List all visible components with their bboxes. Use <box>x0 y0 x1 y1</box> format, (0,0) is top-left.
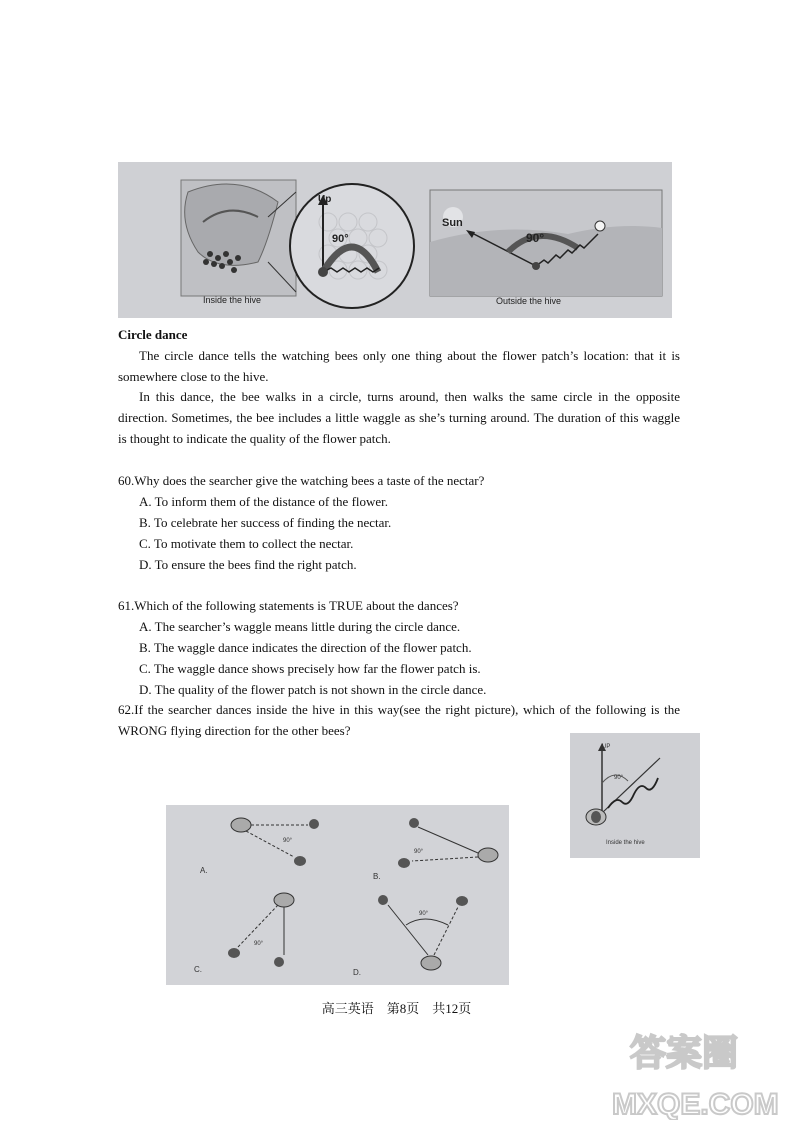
option-c-letter: C. <box>194 965 202 974</box>
option-d-angle: 90° <box>419 911 429 917</box>
outside-hive-label: Outside the hive <box>496 296 562 306</box>
bee-dance-illustration <box>118 162 672 318</box>
section-title: Circle dance <box>118 327 188 342</box>
q61-option-b: B. The waggle dance indicates the direction of the flower patch. <box>139 640 472 655</box>
watermark-top: 答案圈 <box>630 1032 739 1073</box>
paragraph-2: In this dance, the bee walks in a circle, turns around, then walks the same circle in the opposite direction. Sometimes, the bee includes a little waggle as she’s turning around. The duration of this waggle is thought to indicate the quality of the flower patch. <box>118 389 680 446</box>
angle-label-inside: 90° <box>332 233 349 245</box>
direction-options-illustration <box>166 805 509 985</box>
page-footer: 高三英语 第8页 共12页 <box>321 1001 472 1016</box>
angle-label-outside: 90° <box>526 231 545 245</box>
inside-hive-label: Inside the hive <box>203 295 262 305</box>
question-62-stem: 62.If the searcher dances inside the hive in this way(see the right picture), which of the following is the WRONG flying direction for the other bees? <box>118 702 680 738</box>
option-a-letter: A. <box>200 866 208 875</box>
options-figure <box>166 805 509 985</box>
watermark-bottom: MXQE.COM <box>612 1088 779 1120</box>
small-caption: Inside the hive <box>606 840 645 846</box>
q61-option-a: A. The searcher’s waggle means little during the circle dance. <box>139 619 461 634</box>
question-60-stem: 60.Why does the searcher give the watching bees a taste of the nectar? <box>118 473 485 488</box>
small-angle-label: 90° <box>614 775 624 781</box>
small-up-label: UP <box>602 744 611 750</box>
q60-option-b: B. To celebrate her success of finding the nectar. <box>139 515 392 530</box>
q61-option-c: C. The waggle dance shows precisely how far the flower patch is. <box>139 661 481 676</box>
q60-option-a: A. To inform them of the distance of the flower. <box>139 494 389 509</box>
small-dance-figure <box>570 733 700 858</box>
sun-label: Sun <box>442 217 463 229</box>
option-b-angle: 90° <box>414 849 424 855</box>
watermark-logo <box>600 1020 790 1120</box>
q61-option-d: D. The quality of the flower patch is not shown in the circle dance. <box>139 682 487 697</box>
q60-option-c: C. To motivate them to collect the nectar. <box>139 536 354 551</box>
option-d-letter: D. <box>353 968 361 977</box>
up-label: Up <box>318 194 332 205</box>
option-a-angle: 90° <box>283 838 293 844</box>
option-b-letter: B. <box>373 872 381 881</box>
question-61-stem: 61.Which of the following statements is TRUE about the dances? <box>118 598 459 613</box>
q60-option-d: D. To ensure the bees find the right patch. <box>139 557 357 572</box>
option-c-angle: 90° <box>254 941 264 947</box>
top-figure <box>118 162 672 318</box>
small-dance-illustration <box>570 733 700 858</box>
paragraph-1: The circle dance tells the watching bees only one thing about the flower patch’s location: that it is somewhere close to the hive. <box>118 348 680 384</box>
